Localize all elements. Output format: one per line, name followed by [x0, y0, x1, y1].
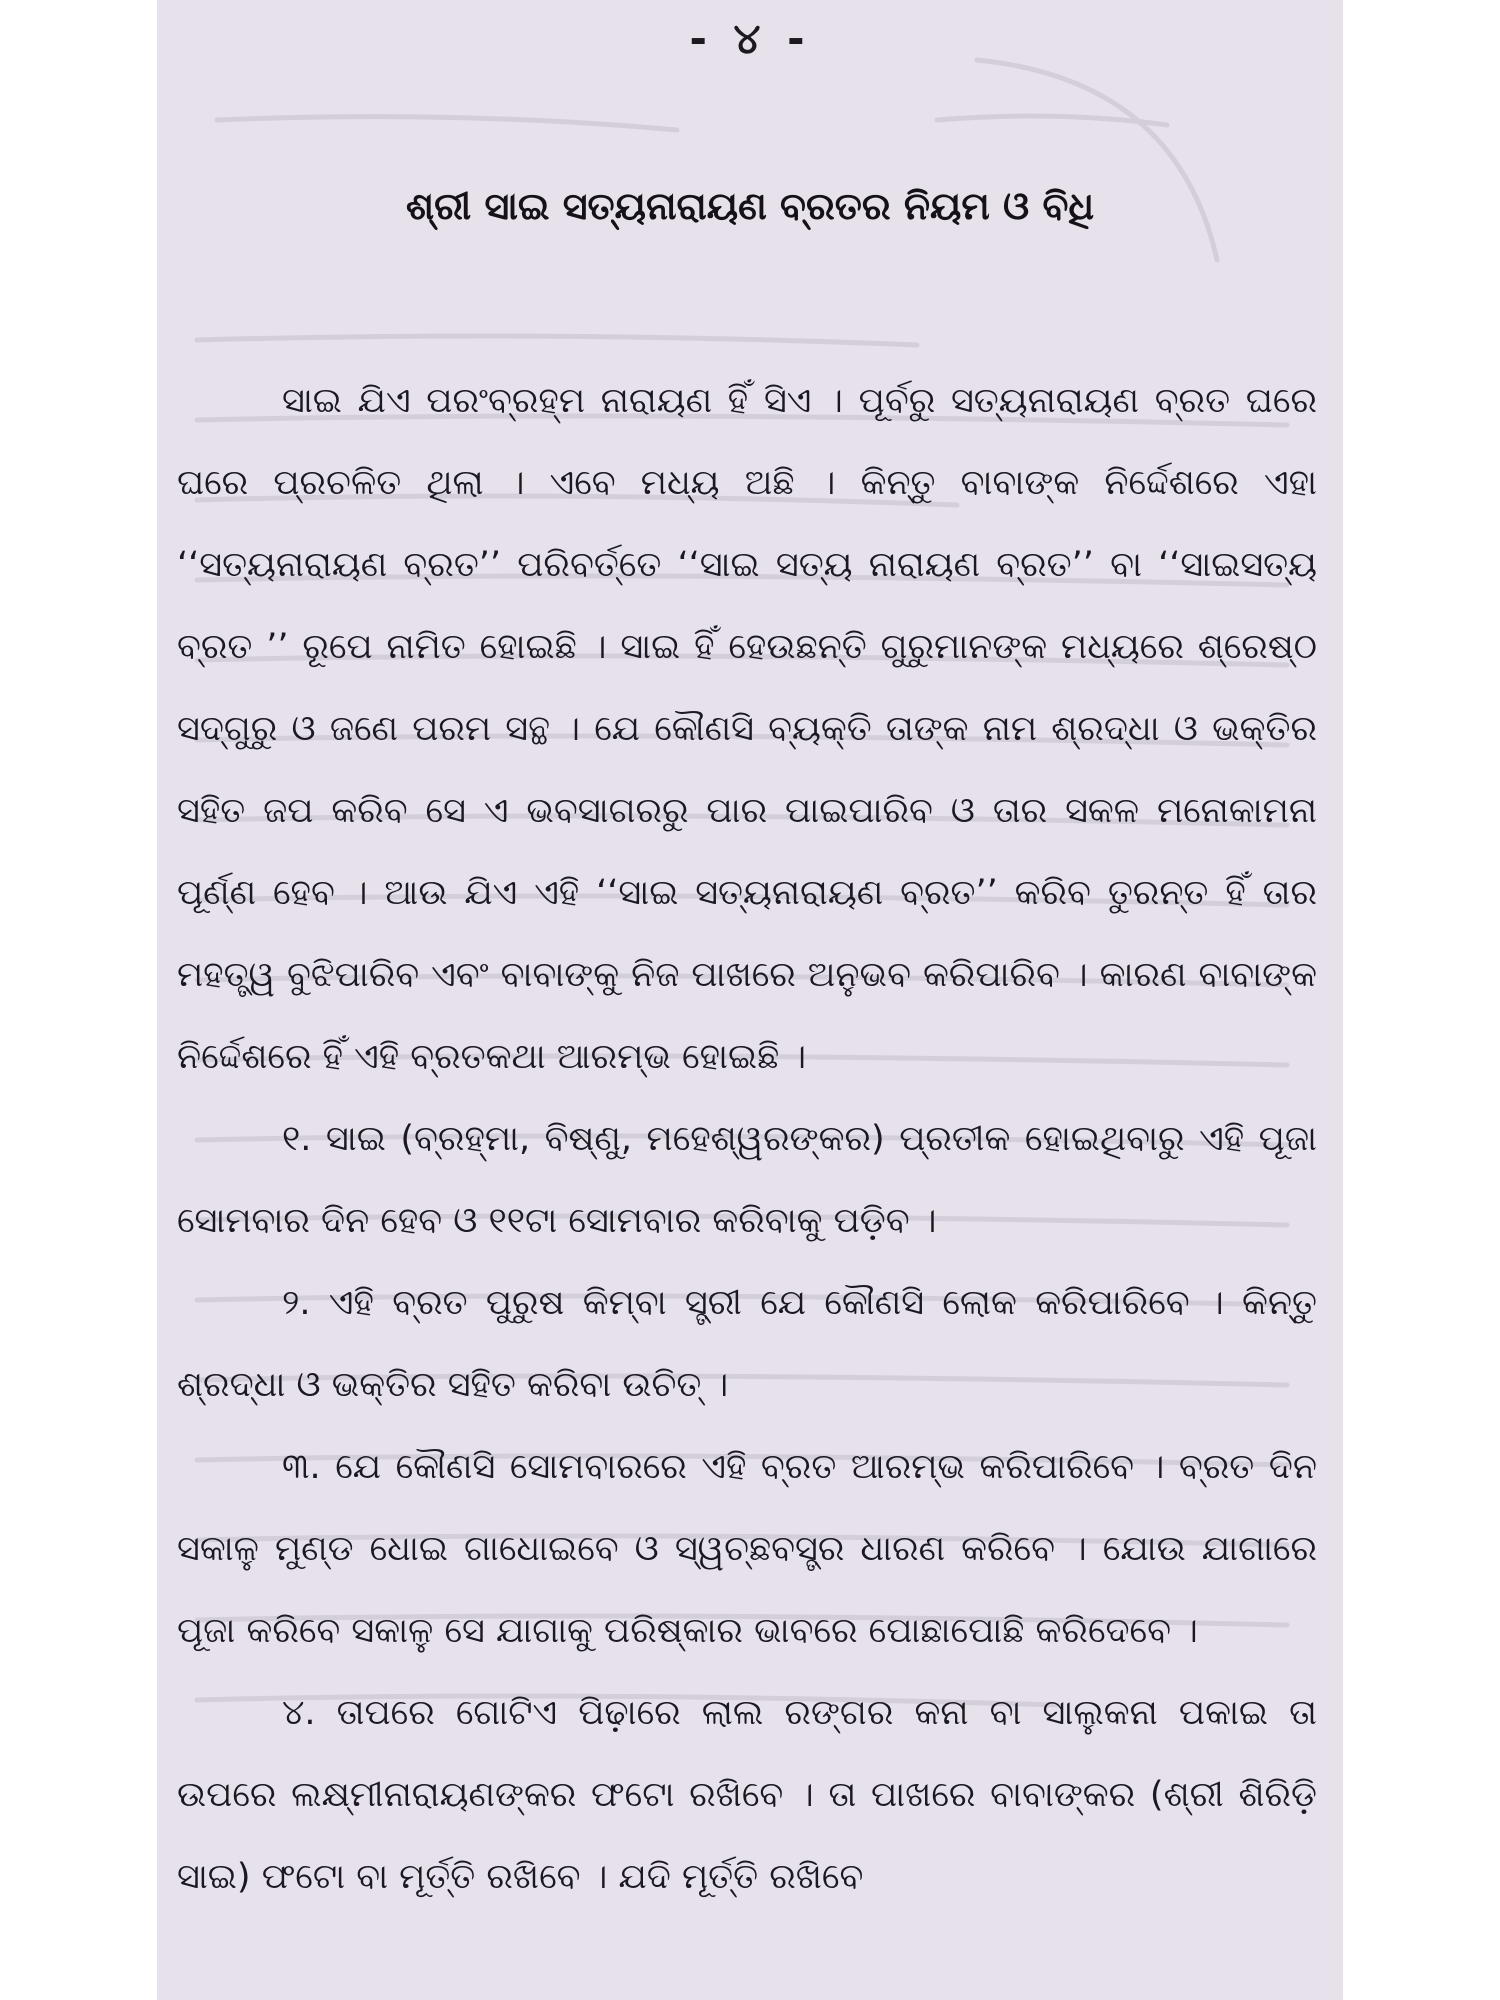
rule-3-paragraph: ୩. ଯେ କୌଣସି ସୋମବାରରେ ଏହି ବ୍ରତ ଆରମ୍ଭ କରିପାରିବେ । ବ୍ରତ ଦିନ ସକାଳୁ ମୁଣ୍ଡ ଧୋଇ ଗାଧୋଇବେ ଓ ସ୍ୱଚ୍ଛବସ୍ତ୍ର ଧାରଣ କରିବେ । ଯୋଉ ଯାଗାରେ ପୂଜା କରିବେ ସକାଳୁ ସେ ଯାଗାକୁ ପରିଷ୍କାର ଭାବରେ ପୋଛାପୋଛି କରିଦେବେ ।: [177, 1447, 1317, 1651]
rule-4-paragraph: ୪. ତାପରେ ଗୋଟିଏ ପିଢ଼ାରେ ଲାଲ ରଙ୍ଗର କନା ବା ସାଲୁକନା ପକାଇ ତା ଉପରେ ଲକ୍ଷ୍ମୀନାରାୟଣଙ୍କର ଫଟୋ ରଖିବେ । ତା ପାଖରେ ବାବାଙ୍କର (ଶ୍ରୀ ଶିରିଡ଼ି ସାଇ) ଫଟୋ ବା ମୂର୍ତ୍ତି ରଖିବେ । ଯଦି ମୂର୍ତ୍ତି ରଖିବେ: [177, 1693, 1317, 1897]
body-text: [177, 360, 1317, 1918]
rule-1-paragraph: ୧. ସାଇ (ବ୍ରହ୍ମା, ବିଷ୍ଣୁ, ମହେଶ୍ୱରଙ୍କର) ପ୍ରତୀକ ହୋଇଥିବାରୁ ଏହି ପୂଜା ସୋମବାର ଦିନ ହେବ ଓ ୧୧ଟା ସୋମବାର କରିବାକୁ ପଡ଼ିବ ।: [177, 1119, 1317, 1241]
intro-paragraph: ସାଇ ଯିଏ ପରଂବ୍ରହ୍ମ ନାରାୟଣ ହିଁ ସିଏ । ପୂର୍ବରୁ ସତ୍ୟନାରାୟଣ ବ୍ରତ ଘରେ ଘରେ ପ୍ରଚଳିତ ଥିଲା । ଏବେ ମଧ୍ୟ ଅଛି । କିନ୍ତୁ ବାବାଙ୍କ ନିର୍ଦ୍ଦେଶରେ ଏହା ‘‘ସତ୍ୟନାରାୟଣ ବ୍ରତ’’ ପରିବର୍ତ୍ତେ ‘‘ସାଇ ସତ୍ୟ ନାରାୟଣ ବ୍ରତ’’ ବା ‘‘ସାଇସତ୍ୟ ବ୍ରତ ’’ ରୂପେ ନାମିତ ହୋଇଛି । ସାଇ ହିଁ ହେଉଛନ୍ତି ଗୁରୁମାନଙ୍କ ମଧ୍ୟରେ ଶ୍ରେଷ୍ଠ ସଦ୍‌ଗୁରୁ ଓ ଜଣେ ପରମ ସନ୍ଥ । ଯେ କୌଣସି ବ୍ୟକ୍ତି ତାଙ୍କ ନାମ ଶ୍ରଦ୍ଧା ଓ ଭକ୍ତିର ସହିତ ଜପ କରିବ ସେ ଏ ଭବସାଗରରୁ ପାର ପାଇପାରିବ ଓ ତାର ସକଳ ମନୋକାମନା ପୂର୍ଣ୍ଣ ହେବ । ଆଉ ଯିଏ ଏହି ‘‘ସାଇ ସତ୍ୟନାରାୟଣ ବ୍ରତ’’ କରିବ ତୁରନ୍ତ ହିଁ ତାର ମହତ୍ତ୍ୱ ବୁଝିପାରିବ ଏବଂ ବାବାଙ୍କୁ ନିଜ ପାଖରେ ଅନୁଭବ କରିପାରିବ । କାରଣ ବାବାଙ୍କ ନିର୍ଦ୍ଦେଶରେ ହିଁ ଏହି ବ୍ରତକଥା ଆରମ୍ଭ ହୋଇଛି ।: [177, 381, 1317, 1077]
page-number: - ୪ -: [689, 14, 811, 63]
section-heading: ଶ୍ରୀ ସାଇ ସତ୍ୟନାରାୟଣ ବ୍ରତର ନିୟମ ଓ ବିଧି: [405, 184, 1095, 228]
rule-2-paragraph: ୨. ଏହି ବ୍ରତ ପୁରୁଷ କିମ୍ବା ସ୍ତ୍ରୀ ଯେ କୌଣସି ଲୋକ କରିପାରିବେ । କିନ୍ତୁ ଶ୍ରଦ୍ଧା ଓ ଭକ୍ତିର ସହିତ କରିବା ଉଚିତ୍ ।: [177, 1283, 1317, 1405]
book-page: [157, 0, 1343, 2000]
